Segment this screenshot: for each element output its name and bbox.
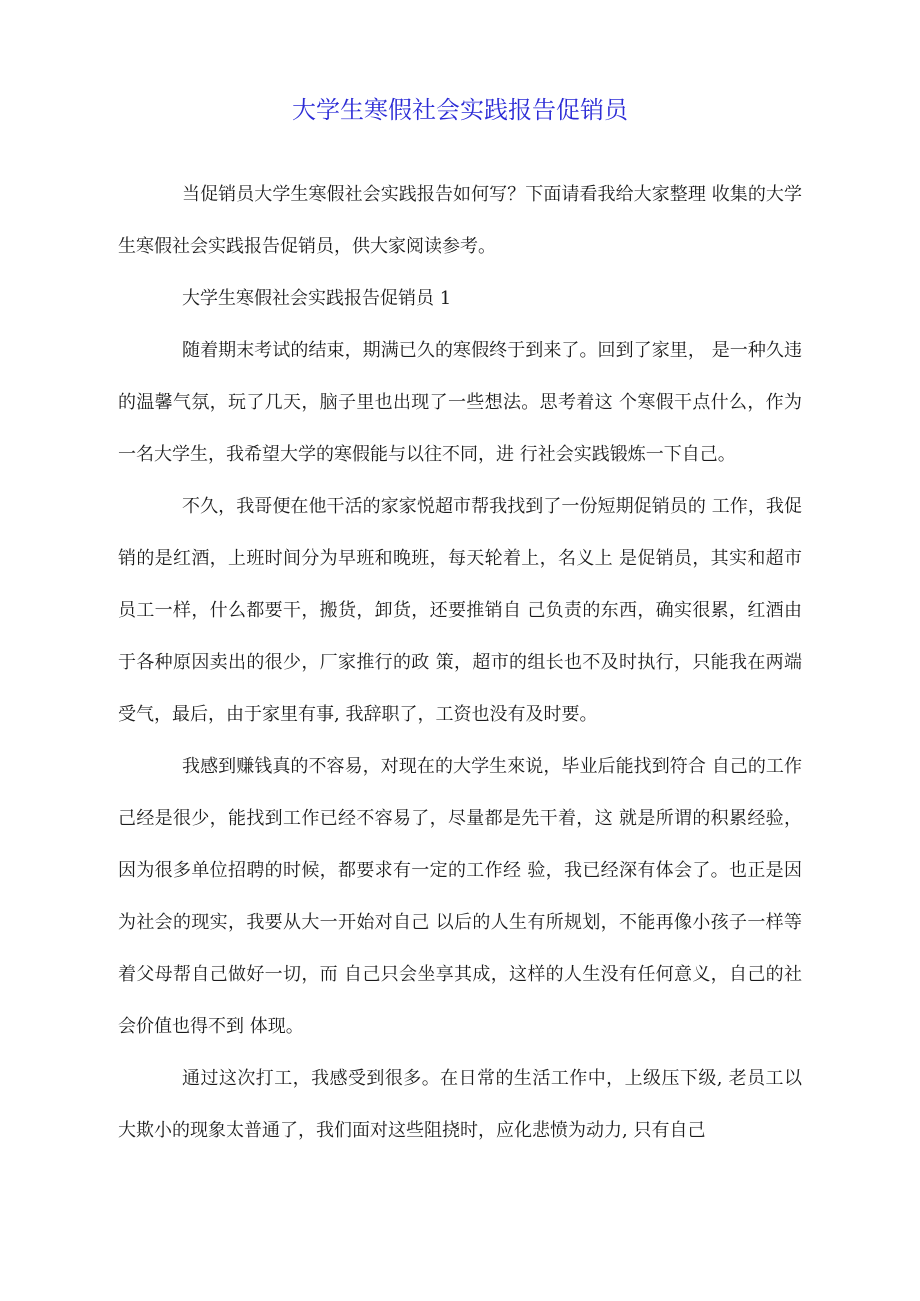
document-title: 大学生寒假社会实践报告促销员 xyxy=(292,96,628,124)
body-paragraph: 我感到赚钱真的不容易，对现在的大学生來说，毕业后能找到符合 自己的工作己经是很少，能找到工作已经不容易了，尽量都是先干着，这 就是所谓的积累经验，因为很多单位招聘的时候，都要求有一定的工作经 验，我已经深有体会了。也正是因为社会的现实，我要从大一开始对自己 以后的人生有所规划，不能再像小孩子一样等着父母帮自己做好一切，而 自己只会坐享其成，这样的人生没有任何意义，自己的社会价值也得不到 体现。 xyxy=(118,756,802,1037)
body-paragraph: 随着期末考试的结束，期满已久的寒假终于到来了。回到了家里， 是一种久违的温馨气氛，玩了几天，脑子里也出现了一些想法。思考着这 个寒假干点什么，作为一名大学生，我希望大学的寒假能与以往不同，进 行社会实践锻炼一下自己。 xyxy=(118,340,802,465)
document-body xyxy=(118,169,802,1157)
intro-paragraph: 当促销员大学生寒假社会实践报告如何写？下面请看我给大家整理 收集的大学生寒假社会实践报告促销员，供大家阅读参考。 xyxy=(118,184,802,257)
body-paragraph: 不久，我哥便在他干活的家家悦超市帮我找到了一份短期促销员的 工作，我促销的是红酒，上班时间分为早班和晚班，每天轮着上，名义上 是促销员，其实和超市员工一样，什么都要干，搬货，卸货，还要推销自 己负责的东西，确实很累，红酒由于各种原因卖出的很少，厂家推行的政 策，超市的组长也不及时执行，只能我在两端受气，最后，由于家里有事, 我辞职了，工资也没有及时要。 xyxy=(118,496,802,725)
section-heading: 大学生寒假社会实践报告促销员 1 xyxy=(182,288,452,309)
body-paragraph: 通过这次打工，我感受到很多。在日常的生活工作中，上级压下级, 老员工以大欺小的现象太普通了，我们面对这些阻挠时，应化悲愤为动力, 只有自己 xyxy=(118,1068,802,1141)
